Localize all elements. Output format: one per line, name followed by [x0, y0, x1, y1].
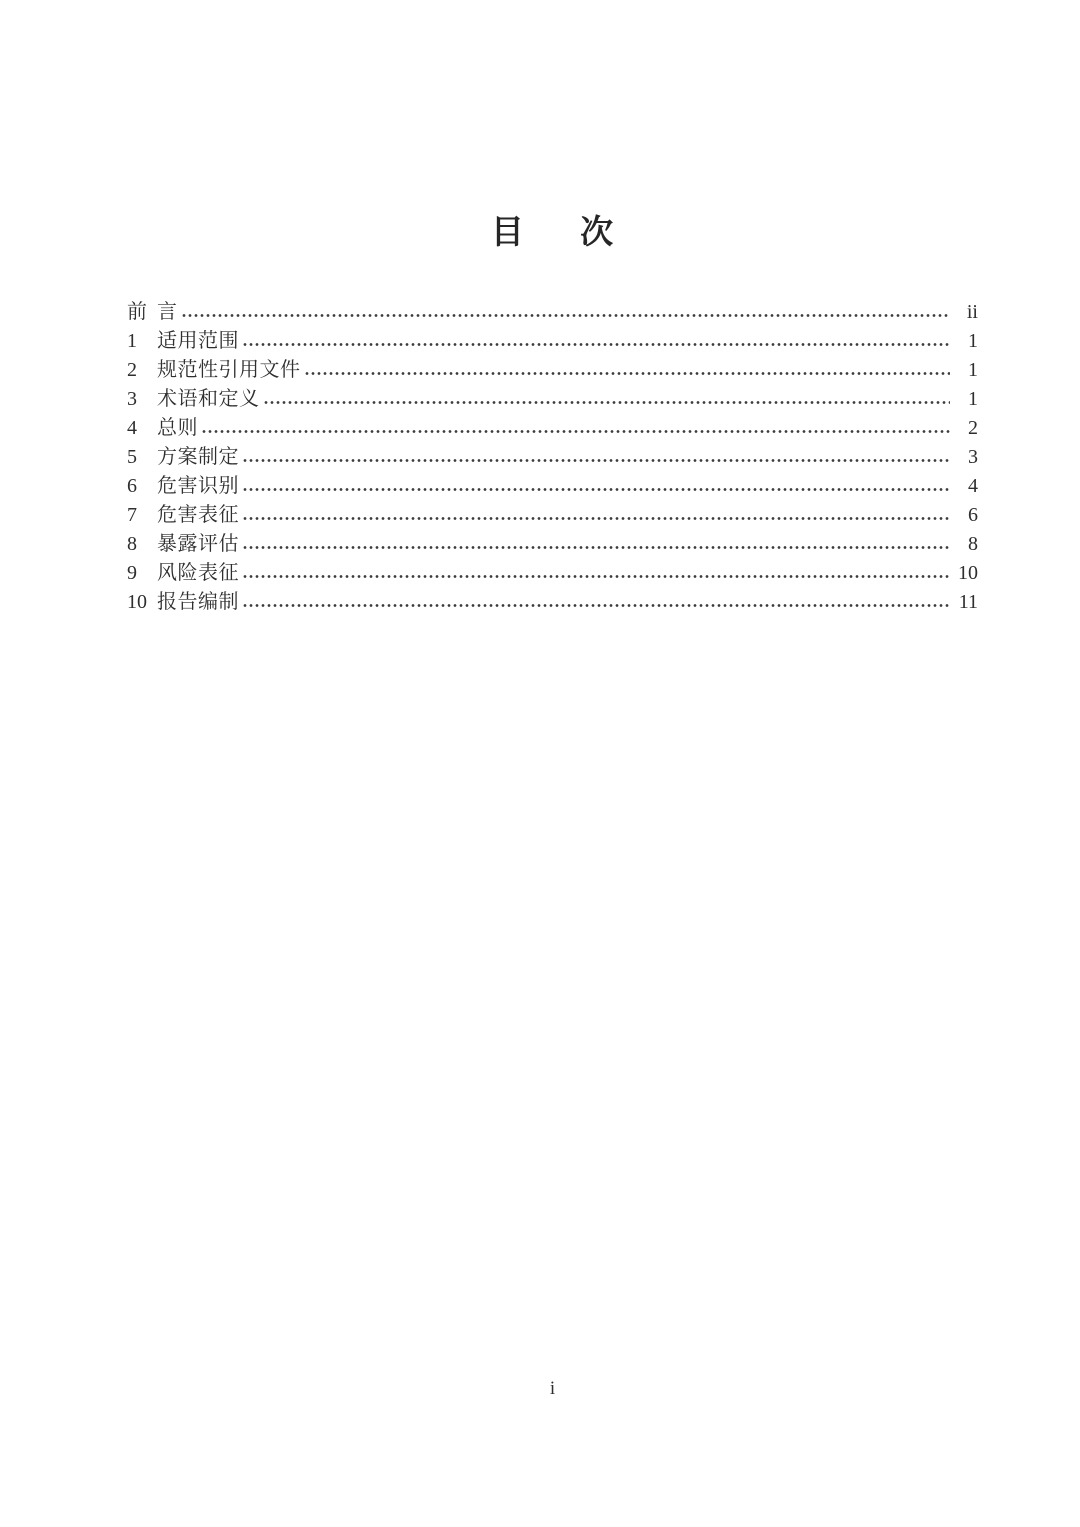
toc-entry-page: 4	[968, 475, 978, 497]
dot-leader	[242, 603, 950, 608]
dot-leader	[263, 400, 951, 405]
toc-entry-8	[127, 530, 978, 559]
footer-page-number: i	[549, 1378, 556, 1399]
toc-entry-title: 危害表征	[157, 504, 239, 526]
toc-entry-number: 9	[127, 562, 137, 584]
toc-entry-page: 6	[968, 504, 978, 526]
toc-entry-number: 3	[127, 388, 137, 410]
toc-entry-1	[127, 327, 978, 356]
dot-leader	[242, 458, 950, 463]
toc-entry-4	[127, 414, 978, 443]
toc-entry-6	[127, 472, 978, 501]
toc-entry-foreword	[127, 298, 978, 327]
toc-entry-title: 适用范围	[157, 330, 239, 352]
toc-entry-7	[127, 501, 978, 530]
toc-entry-10	[127, 588, 978, 617]
toc-entry-page: 8	[968, 533, 978, 555]
toc-entry-page: 3	[968, 446, 978, 468]
toc-entry-number: 10	[127, 591, 147, 613]
toc-entry-title: 报告编制	[157, 591, 239, 613]
toc-entry-number: 5	[127, 446, 137, 468]
toc-entry-number: 6	[127, 475, 137, 497]
toc-entry-2	[127, 356, 978, 385]
dot-leader	[242, 545, 950, 550]
toc-entry-title: 危害识别	[157, 475, 239, 497]
toc-entry-3	[127, 385, 978, 414]
toc-entry-title: 言	[157, 301, 178, 323]
page-content	[127, 0, 978, 617]
dot-leader	[242, 342, 950, 347]
toc-entry-title: 风险表征	[157, 562, 239, 584]
table-of-contents	[127, 298, 978, 617]
toc-entry-page: 1	[968, 359, 978, 381]
toc-entry-title: 术语和定义	[157, 388, 260, 410]
toc-entry-number: 2	[127, 359, 137, 381]
toc-entry-title: 方案制定	[157, 446, 239, 468]
toc-entry-number: 1	[127, 330, 137, 352]
dot-leader	[181, 313, 951, 318]
toc-entry-title: 规范性引用文件	[157, 359, 301, 381]
toc-entry-page: ii	[966, 301, 978, 323]
toc-entry-5	[127, 443, 978, 472]
toc-entry-9	[127, 559, 978, 588]
toc-entry-number: 8	[127, 533, 137, 555]
dot-leader	[242, 487, 950, 492]
dot-leader	[201, 429, 950, 434]
dot-leader	[242, 574, 950, 579]
toc-entry-page: 2	[968, 417, 978, 439]
toc-entry-page: 1	[968, 388, 978, 410]
page-title: 目 次	[490, 215, 615, 251]
toc-entry-page: 1	[968, 330, 978, 352]
toc-entry-number: 7	[127, 504, 137, 526]
toc-entry-page: 10	[958, 562, 978, 584]
dot-leader	[304, 371, 951, 376]
toc-entry-number: 4	[127, 417, 137, 439]
toc-entry-number: 前	[127, 301, 147, 323]
toc-entry-title: 总则	[157, 417, 198, 439]
toc-entry-page: 11	[958, 591, 978, 613]
toc-entry-title: 暴露评估	[157, 533, 239, 555]
dot-leader	[242, 516, 950, 521]
